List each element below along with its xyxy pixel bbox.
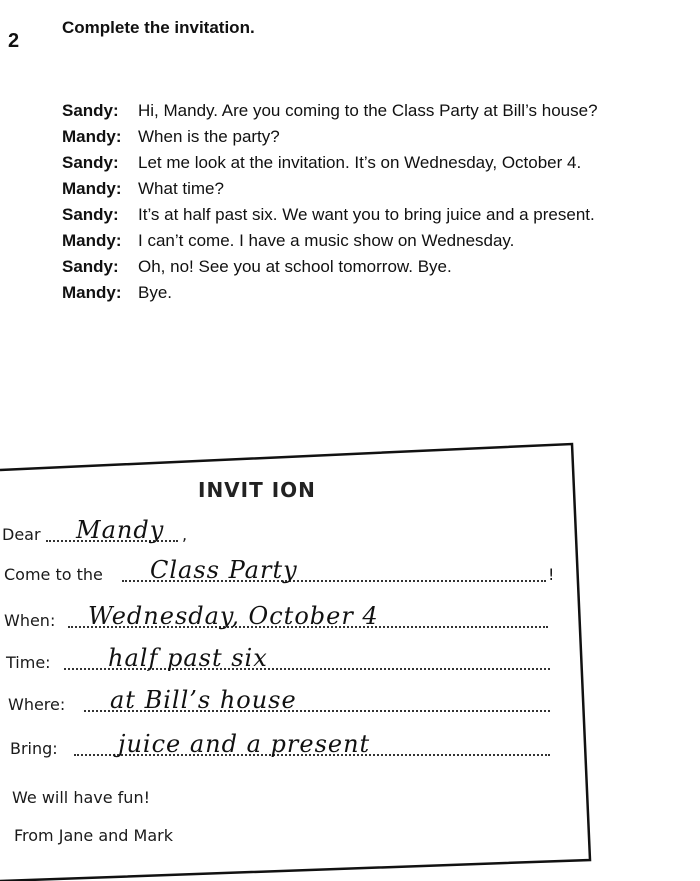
dialogue-line: [62, 124, 692, 150]
dialogue-line: [62, 176, 692, 202]
dear-answer: Mandy: [76, 516, 165, 544]
dear-suffix: ,: [182, 525, 188, 544]
time-answer: half past six: [108, 644, 268, 672]
dear-field: [2, 514, 242, 548]
speaker: Sandy:: [62, 257, 119, 276]
come-label: Come to the: [4, 565, 103, 584]
come-field: [4, 554, 564, 588]
dialogue-line: [62, 202, 692, 228]
bring-answer: juice and a present: [118, 730, 371, 758]
bring-label: Bring:: [10, 739, 58, 758]
when-field: [4, 600, 564, 634]
where-field: [8, 684, 568, 718]
line-text: Bye.: [138, 283, 173, 302]
fun-text: We will have fun!: [12, 788, 150, 807]
when-answer: Wednesday, October 4: [88, 602, 379, 630]
dialogue-line: [62, 98, 692, 124]
come-answer: Class Party: [150, 556, 298, 584]
line-text: Let me look at the invitation. It’s on Wednesday, October 4.: [138, 153, 582, 172]
line-text: When is the party?: [138, 127, 280, 146]
speaker: Mandy:: [62, 179, 122, 198]
where-label: Where:: [8, 695, 66, 714]
speaker: Mandy:: [62, 283, 122, 302]
dear-label: Dear: [2, 525, 41, 544]
line-text: Hi, Mandy. Are you coming to the Class Party at Bill’s house?: [138, 101, 598, 120]
speaker: Mandy:: [62, 231, 122, 250]
exercise-number: 2: [8, 30, 20, 52]
line-text: I can’t come. I have a music show on Wednesday.: [138, 231, 515, 250]
speaker: Sandy:: [62, 101, 119, 120]
line-text: What time?: [138, 179, 224, 198]
dialogue: [62, 98, 692, 306]
when-label: When:: [4, 611, 56, 630]
dialogue-line: [62, 228, 692, 254]
from-text: From Jane and Mark: [14, 826, 173, 845]
where-answer: at Bill’s house: [110, 686, 297, 714]
time-label: Time:: [6, 653, 51, 672]
time-field: [6, 642, 566, 676]
speaker: Sandy:: [62, 153, 119, 172]
come-suffix: !: [548, 565, 555, 584]
dialogue-line: [62, 150, 692, 176]
invitation-card: [0, 440, 700, 881]
speaker: Sandy:: [62, 205, 119, 224]
dialogue-line: [62, 280, 692, 306]
line-text: It’s at half past six. We want you to bring juice and a present.: [138, 205, 595, 224]
dialogue-line: [62, 254, 692, 280]
line-text: Oh, no! See you at school tomorrow. Bye.: [138, 257, 452, 276]
speaker: Mandy:: [62, 127, 122, 146]
bring-field: [10, 728, 570, 762]
invitation-title: INVIT ION: [198, 478, 316, 502]
exercise-title: Complete the invitation.: [62, 18, 255, 37]
